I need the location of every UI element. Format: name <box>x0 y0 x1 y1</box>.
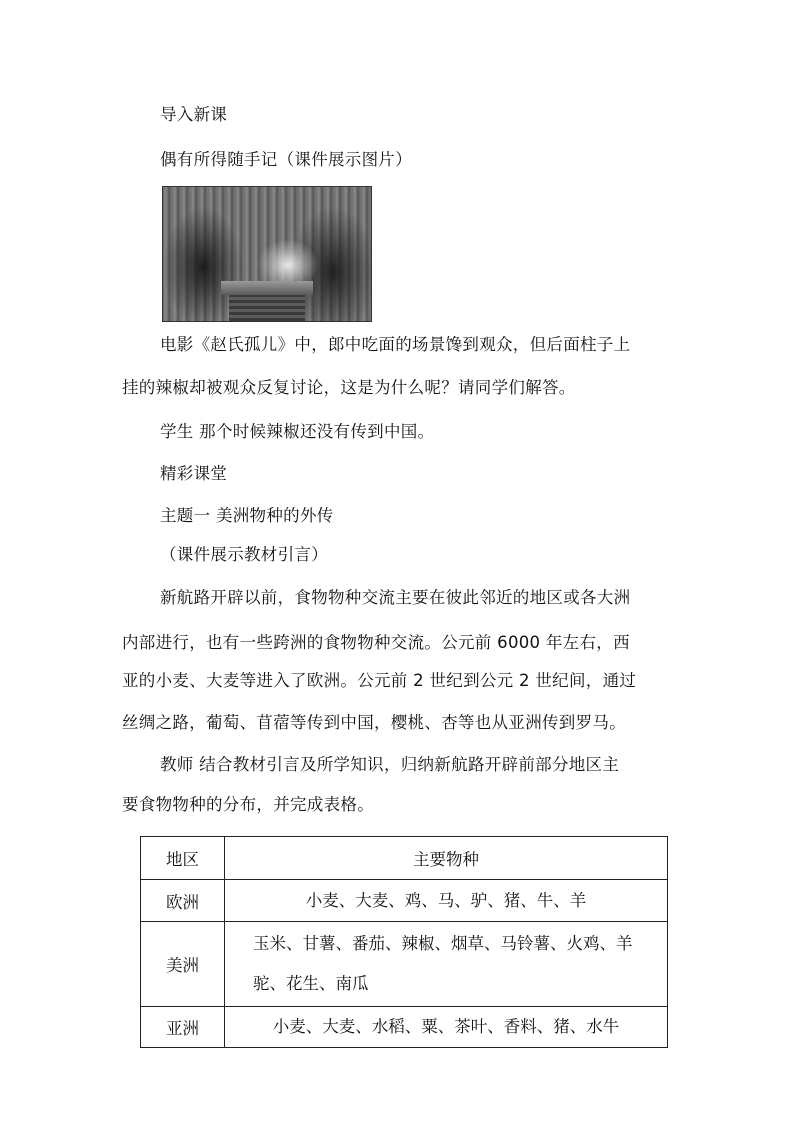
paragraph-line: 亚的小麦、大麦等进入了欧洲。公元前 2 世纪到公元 2 世纪间，通过 <box>122 671 637 690</box>
region-cell: 欧洲 <box>141 880 225 922</box>
table-row <box>141 922 668 1007</box>
teacher-instruction: 教师 结合教材引言及所学知识，归纳新航路开辟前部分地区主 <box>160 755 620 774</box>
student-answer: 学生 那个时候辣椒还没有传到中国。 <box>160 422 435 441</box>
section-heading-class: 精彩课堂 <box>160 464 228 483</box>
paragraph-line: 丝绸之路，葡萄、苜蓿等传到中国，樱桃、杏等也从亚洲传到罗马。 <box>122 713 626 732</box>
paragraph-line: 要食物物种的分布，并完成表格。 <box>122 795 374 814</box>
film-still-image <box>162 186 372 322</box>
film-still-table <box>221 281 313 295</box>
items-cell: 小麦、大麦、鸡、马、驴、猪、牛、羊 <box>225 880 668 922</box>
section-heading-intro: 导入新课 <box>160 105 228 124</box>
subheading-notes: 偶有所得随手记（课件展示图片） <box>160 150 412 169</box>
table-row <box>141 880 668 922</box>
paragraph-line: 内部进行，也有一些跨洲的食物物种交流。公元前 6000 年左右，西 <box>122 633 630 652</box>
header-items: 主要物种 <box>225 837 668 880</box>
paragraph-line: 新航路开辟以前，食物物种交流主要在彼此邻近的地区或各大洲 <box>160 588 631 607</box>
topic-heading: 主题一 美洲物种的外传 <box>160 506 334 525</box>
header-region: 地区 <box>141 837 225 880</box>
table-header-row <box>141 837 668 880</box>
paragraph-line: 挂的辣椒却被观众反复讨论，这是为什么呢？请同学们解答。 <box>122 378 576 397</box>
items-cell: 玉米、甘薯、番茄、辣椒、烟草、马铃薯、火鸡、羊驼、花生、南瓜 <box>225 922 668 1007</box>
courseware-note: （课件展示教材引言） <box>160 545 328 564</box>
paragraph-line: 电影《赵氏孤儿》中，郎中吃面的场景馋到观众，但后面柱子上 <box>160 335 631 354</box>
species-table <box>140 836 668 1048</box>
region-cell: 亚洲 <box>141 1007 225 1048</box>
items-cell: 小麦、大麦、水稻、粟、茶叶、香料、猪、水牛 <box>225 1007 668 1048</box>
film-still-table-base <box>229 295 305 321</box>
table-row <box>141 1007 668 1048</box>
region-cell: 美洲 <box>141 922 225 1007</box>
